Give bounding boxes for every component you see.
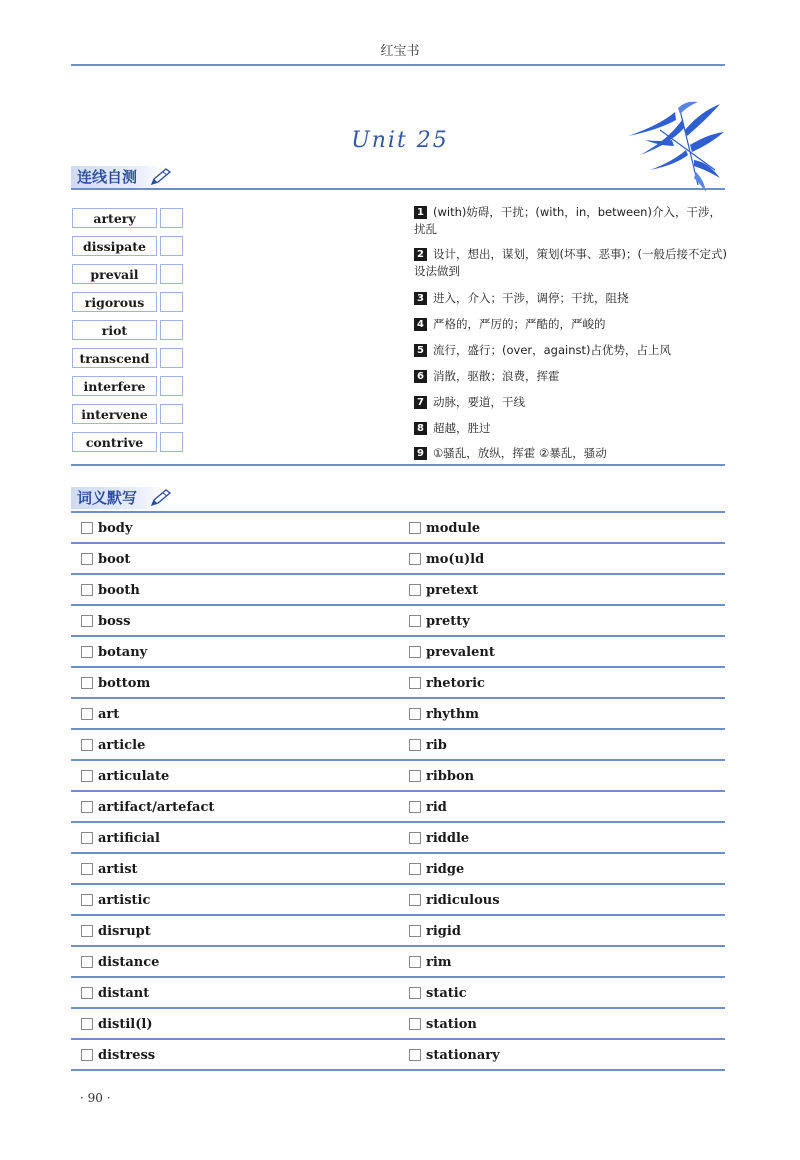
checkbox[interactable] [409, 522, 421, 534]
checkbox[interactable] [81, 801, 93, 813]
match-word: dissipate [72, 236, 157, 256]
vocab-word: distil(l) [98, 1017, 153, 1032]
checkbox[interactable] [409, 584, 421, 596]
match-word: prevail [72, 264, 157, 284]
pencil-icon [149, 488, 173, 508]
vocab-word: rhythm [426, 707, 480, 722]
definition-item [414, 246, 730, 280]
checkbox[interactable] [409, 708, 421, 720]
match-word: riot [72, 320, 157, 340]
definition-text: 消散，驱散；浪费，挥霍 [433, 369, 560, 383]
vocab-word: boot [98, 552, 131, 567]
checkbox[interactable] [409, 770, 421, 782]
answer-box[interactable] [160, 236, 183, 256]
checkbox[interactable] [81, 677, 93, 689]
vocab-row [71, 978, 725, 1009]
vocab-word: art [98, 707, 120, 722]
checkbox[interactable] [409, 801, 421, 813]
vocab-word: rid [426, 800, 447, 815]
vocab-row [71, 823, 725, 854]
vocab-word: riddle [426, 831, 470, 846]
answer-box[interactable] [160, 320, 183, 340]
checkbox[interactable] [81, 925, 93, 937]
definition-text: 流行，盛行；(over，against)占优势，占上风 [433, 343, 671, 357]
answer-box[interactable] [160, 264, 183, 284]
vocab-word: rib [426, 738, 447, 753]
checkbox[interactable] [81, 708, 93, 720]
vocab-row [71, 513, 725, 544]
vocab-word: ridge [426, 862, 465, 877]
checkbox[interactable] [81, 894, 93, 906]
vocab-word: rigid [426, 924, 461, 939]
checkbox[interactable] [409, 1049, 421, 1061]
section-rule [71, 188, 725, 190]
vocab-word: articulate [98, 769, 170, 784]
vocab-row [71, 854, 725, 885]
definition-text: 设计，想出，谋划，策划(坏事、恶事)；(一般后接不定式)设法做到 [414, 247, 727, 278]
vocab-word: body [98, 521, 133, 536]
vocab-word: artist [98, 862, 138, 877]
checkbox[interactable] [81, 956, 93, 968]
answer-box[interactable] [160, 348, 183, 368]
vocab-word: rim [426, 955, 452, 970]
vocab-word: article [98, 738, 146, 753]
answer-box[interactable] [160, 432, 183, 452]
vocab-word: bottom [98, 676, 151, 691]
vocab-word: boss [98, 614, 131, 629]
checkbox[interactable] [81, 739, 93, 751]
header-rule [71, 64, 725, 66]
section-title: 词义默写 [77, 489, 138, 507]
definition-item [414, 420, 730, 437]
definition-number: 9 [414, 447, 427, 460]
checkbox[interactable] [409, 987, 421, 999]
pencil-icon [149, 167, 173, 187]
definition-item [414, 394, 730, 411]
checkbox[interactable] [409, 832, 421, 844]
checkbox[interactable] [81, 770, 93, 782]
definition-number: 2 [414, 248, 427, 261]
vocab-word: distress [98, 1048, 156, 1063]
vocab-row [71, 885, 725, 916]
vocab-word: pretext [426, 583, 479, 598]
section-divider [71, 464, 725, 466]
page-header-title: 红宝书 [380, 44, 420, 59]
checkbox[interactable] [409, 894, 421, 906]
vocab-word: stationary [426, 1048, 500, 1063]
definition-item [414, 316, 730, 333]
match-word: transcend [72, 348, 157, 368]
definition-item [414, 204, 730, 238]
answer-box[interactable] [160, 404, 183, 424]
checkbox[interactable] [409, 677, 421, 689]
row-rule [71, 1069, 725, 1071]
vocab-word: artificial [98, 831, 160, 846]
checkbox[interactable] [409, 553, 421, 565]
definition-number: 4 [414, 318, 427, 331]
vocab-word: artifact/artefact [98, 800, 215, 815]
unit-title: Unit 25 [351, 128, 449, 153]
vocab-word: ridiculous [426, 893, 500, 908]
vocab-row [71, 668, 725, 699]
vocab-row [71, 637, 725, 668]
vocab-row [71, 606, 725, 637]
vocab-word: station [426, 1017, 477, 1032]
match-word: interfere [72, 376, 157, 396]
checkbox[interactable] [81, 987, 93, 999]
vocab-word: botany [98, 645, 148, 660]
answer-box[interactable] [160, 376, 183, 396]
answer-box[interactable] [160, 208, 183, 228]
vocab-word: disrupt [98, 924, 151, 939]
match-word: contrive [72, 432, 157, 452]
section-title: 连线自测 [77, 168, 138, 186]
checkbox[interactable] [409, 863, 421, 875]
definition-number: 3 [414, 292, 427, 305]
answer-box[interactable] [160, 292, 183, 312]
definition-text: 严格的，严厉的；严酷的，严峻的 [433, 317, 606, 331]
vocab-row [71, 916, 725, 947]
checkbox[interactable] [409, 956, 421, 968]
definition-item [414, 342, 730, 359]
definition-text: 进入，介入；干涉，调停；干扰，阻挠 [433, 291, 629, 305]
vocab-row [71, 544, 725, 575]
vocab-word: booth [98, 583, 140, 598]
vocab-row [71, 575, 725, 606]
definition-text: (with)妨碍，干扰；(with，in，between)介入，干涉，扰乱 [414, 205, 721, 236]
section-header-dictation [71, 487, 167, 509]
vocab-word: pretty [426, 614, 470, 629]
definition-number: 8 [414, 422, 427, 435]
match-word: artery [72, 208, 157, 228]
vocab-word: prevalent [426, 645, 495, 660]
definition-text: ①骚乱，放纵，挥霍 ②暴乱，骚动 [433, 446, 607, 460]
vocab-word: mo(u)ld [426, 552, 485, 567]
checkbox[interactable] [409, 615, 421, 627]
vocab-word: ribbon [426, 769, 475, 784]
vocab-word: artistic [98, 893, 151, 908]
checkbox[interactable] [81, 615, 93, 627]
definition-number: 7 [414, 396, 427, 409]
checkbox[interactable] [81, 832, 93, 844]
page-number: · 90 · [80, 1091, 111, 1105]
checkbox[interactable] [409, 925, 421, 937]
vocab-word: distance [98, 955, 160, 970]
checkbox[interactable] [81, 646, 93, 658]
checkbox[interactable] [81, 1049, 93, 1061]
checkbox[interactable] [409, 1018, 421, 1030]
vocab-row [71, 761, 725, 792]
checkbox[interactable] [81, 553, 93, 565]
match-word: intervene [72, 404, 157, 424]
definition-number: 1 [414, 206, 427, 219]
vocab-word: rhetoric [426, 676, 485, 691]
vocab-row [71, 947, 725, 978]
vocab-row [71, 792, 725, 823]
checkbox[interactable] [409, 739, 421, 751]
vocab-row [71, 730, 725, 761]
section-header-matching [71, 166, 167, 188]
bamboo-decoration-icon [620, 100, 725, 195]
checkbox[interactable] [81, 584, 93, 596]
vocab-word: module [426, 521, 481, 536]
definition-item [414, 290, 730, 307]
checkbox[interactable] [81, 522, 93, 534]
vocab-row [71, 1040, 725, 1071]
definition-item [414, 445, 730, 462]
checkbox[interactable] [409, 646, 421, 658]
definition-text: 超越，胜过 [433, 421, 491, 435]
vocab-row [71, 1009, 725, 1040]
checkbox[interactable] [81, 863, 93, 875]
checkbox[interactable] [81, 1018, 93, 1030]
vocab-row [71, 699, 725, 730]
match-word: rigorous [72, 292, 157, 312]
definition-text: 动脉，要道，干线 [433, 395, 525, 409]
vocab-word: distant [98, 986, 150, 1001]
definition-item [414, 368, 730, 385]
definition-number: 6 [414, 370, 427, 383]
definition-number: 5 [414, 344, 427, 357]
vocab-word: static [426, 986, 467, 1001]
